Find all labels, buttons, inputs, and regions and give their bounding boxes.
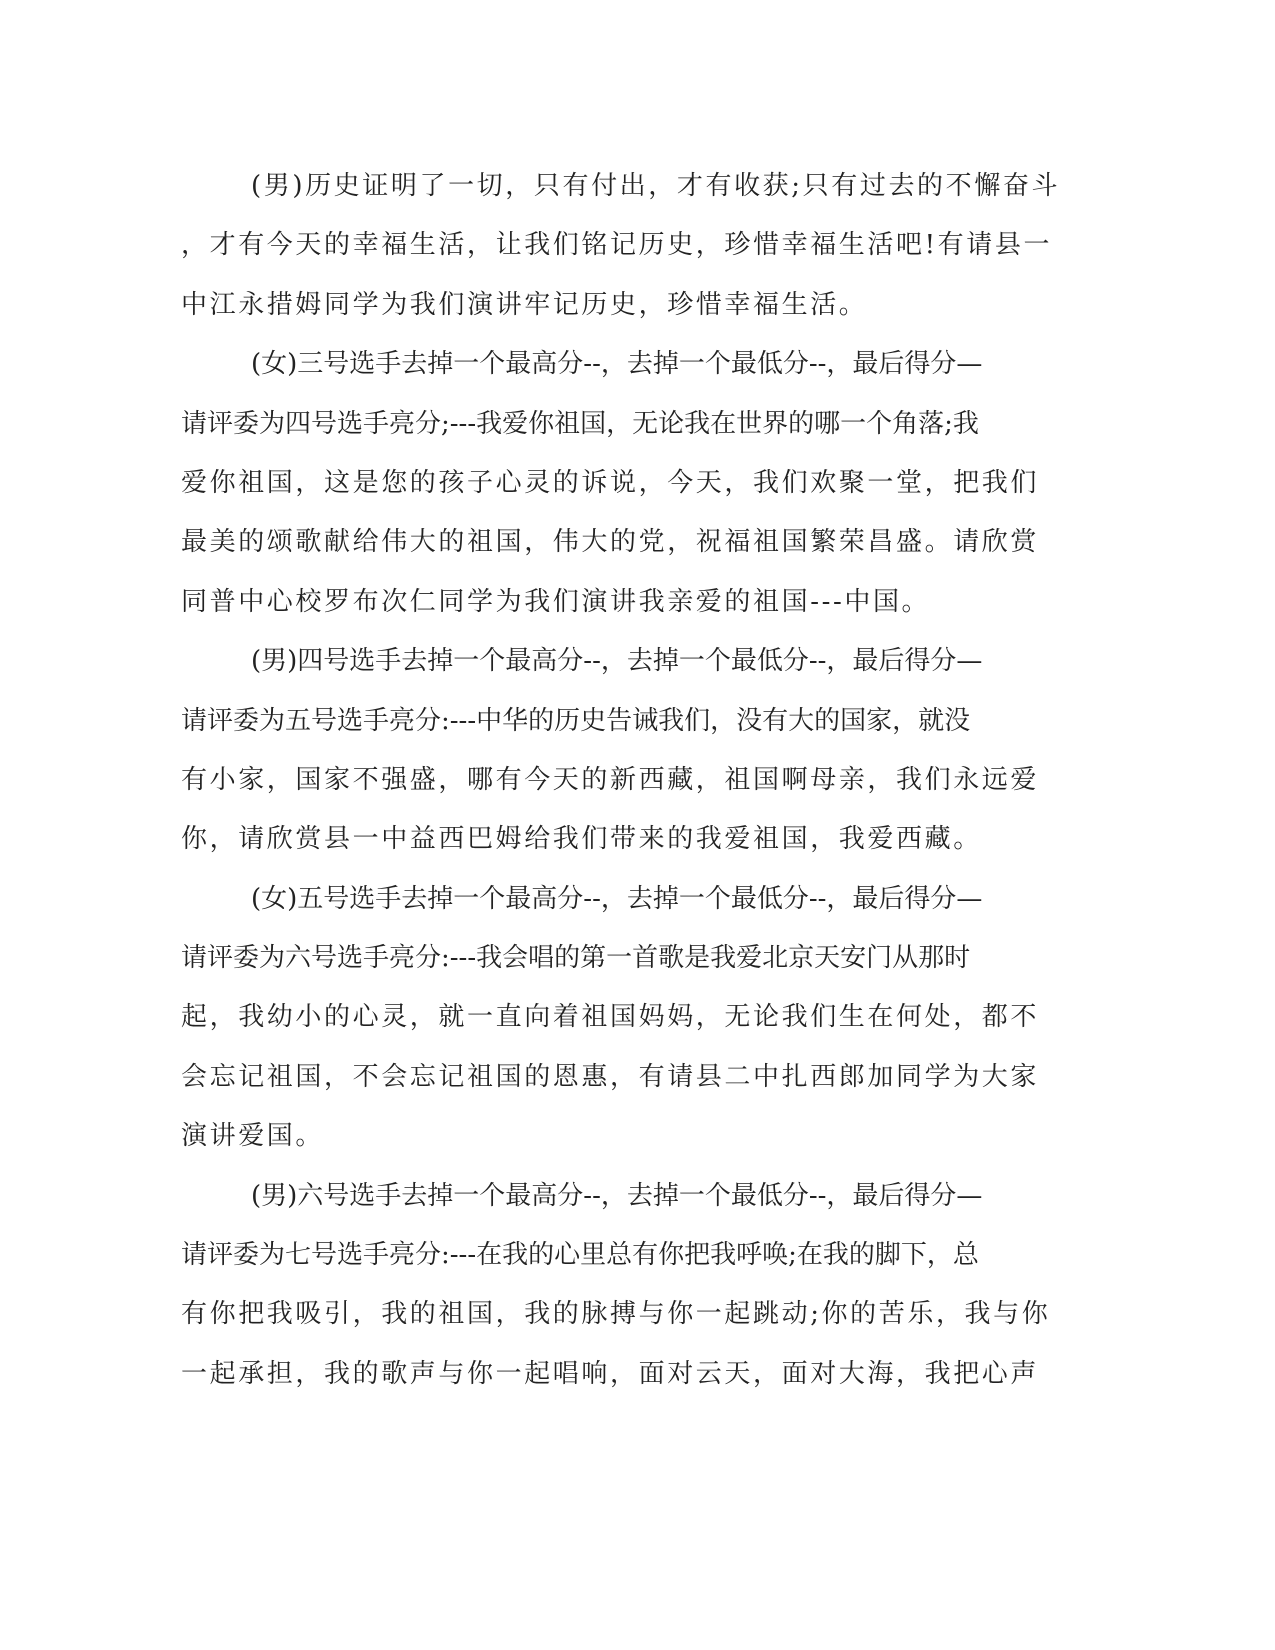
paragraph-line: 请评委为六号选手亮分:---我会唱的第一首歌是我爱北京天安门从那时: [181, 943, 971, 974]
paragraph-line: 你，请欣赏县一中益西巴姆给我们带来的我爱祖国，我爱西藏。: [181, 824, 982, 855]
paragraph-4: [181, 870, 1047, 1167]
paragraph-line: 会忘记祖国，不会忘记祖国的恩惠，有请县二中扎西郎加同学为大家: [181, 1061, 1040, 1092]
paragraph-line: ，才有今天的幸福生活，让我们铭记历史，珍惜幸福生活吧!有请县一: [181, 230, 1053, 261]
paragraph-line: 有小家，国家不强盛，哪有今天的新西藏，祖国啊母亲，我们永远爱: [181, 764, 1040, 795]
paragraph-line: (男)六号选手去掉一个最高分--，去掉一个最低分--，最后得分—: [251, 1180, 983, 1211]
paragraph-5: [181, 1167, 1051, 1405]
paragraph-line: 同普中心校罗布次仁同学为我们演讲我亲爱的祖国---中国。: [181, 586, 931, 617]
paragraph-line: (女)五号选手去掉一个最高分--，去掉一个最低分--，最后得分—: [251, 883, 983, 914]
paragraph-line: 起，我幼小的心灵，就一直向着祖国妈妈，无论我们生在何处，都不: [181, 1002, 1040, 1033]
paragraph-2: [181, 335, 1047, 632]
paragraph-line: 请评委为七号选手亮分:---在我的心里总有你把我呼唤;在我的脚下，总: [181, 1240, 979, 1271]
body-text: [181, 157, 1061, 1404]
paragraph-line: 请评委为四号选手亮分;---我爱你祖国，无论我在世界的哪一个角落;我: [181, 408, 979, 439]
paragraph-line: 一起承担，我的歌声与你一起唱响，面对云天，面对大海，我把心声: [181, 1358, 1040, 1389]
paragraph-line: 最美的颂歌献给伟大的祖国，伟大的党，祝福祖国繁荣昌盛。请欣赏: [181, 527, 1040, 558]
paragraph-1: [181, 157, 1061, 335]
paragraph-line: 中江永措姆同学为我们演讲牢记历史，珍惜幸福生活。: [181, 289, 868, 320]
paragraph-3: [181, 632, 1047, 870]
paragraph-line: 爱你祖国，这是您的孩子心灵的诉说，今天，我们欢聚一堂，把我们: [181, 467, 1040, 498]
paragraph-line: 请评委为五号选手亮分:---中华的历史告诫我们，没有大的国家，就没: [181, 705, 971, 736]
paragraph-line: 演讲爱国。: [181, 1121, 325, 1152]
paragraph-line: 有你把我吸引，我的祖国，我的脉搏与你一起跳动;你的苦乐，我与你: [181, 1299, 1051, 1330]
paragraph-line: (女)三号选手去掉一个最高分--，去掉一个最低分--，最后得分—: [251, 349, 983, 380]
paragraph-line: (男)历史证明了一切，只有付出，才有收获;只有过去的不懈奋斗: [251, 171, 1061, 201]
paragraph-line: (男)四号选手去掉一个最高分--，去掉一个最低分--，最后得分—: [251, 646, 983, 677]
